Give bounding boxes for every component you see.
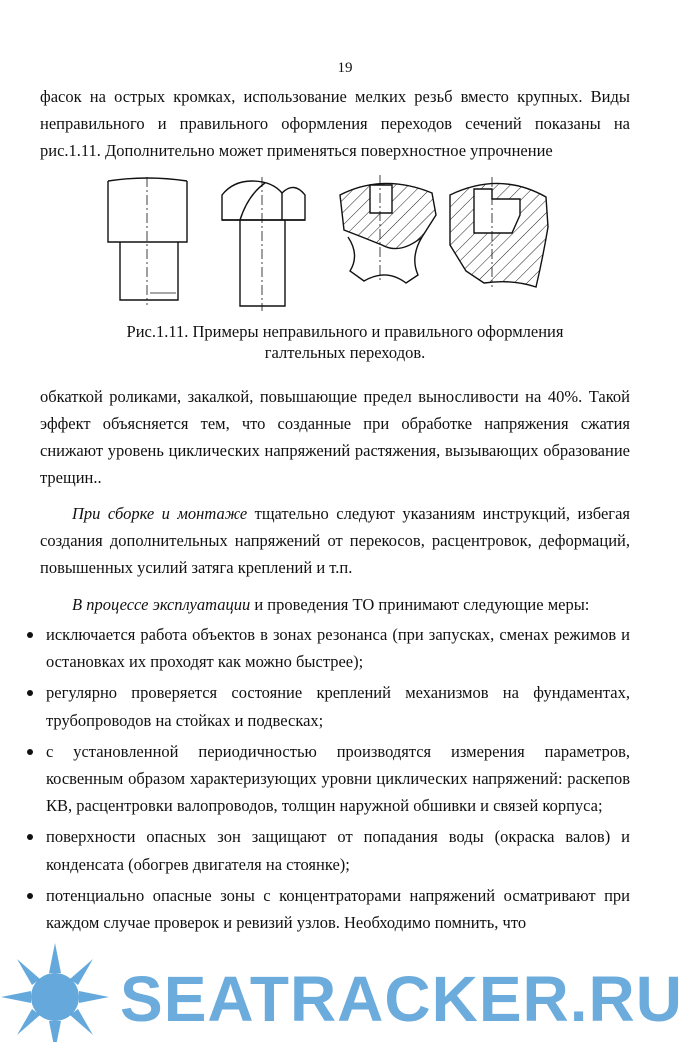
section-correct-drawing xyxy=(450,177,548,287)
list-item xyxy=(24,621,630,675)
operation-text: и проведения ТО принимают следующие меры: xyxy=(250,595,590,614)
caption-line-2: галтельных переходов. xyxy=(264,343,426,362)
figure-caption xyxy=(0,321,690,363)
bullet-icon xyxy=(27,834,33,840)
shaft-sharp-step-drawing xyxy=(108,177,187,305)
bullet-icon xyxy=(27,893,33,899)
measures-list xyxy=(24,621,630,940)
assembly-lead: При сборке и монтаже xyxy=(72,504,248,523)
bolt-head-drawing xyxy=(222,177,305,311)
list-item xyxy=(24,823,630,877)
list-item xyxy=(24,738,630,820)
watermark-text: SEATRACKER.RU xyxy=(120,963,683,1035)
figure-fillet-transitions xyxy=(100,175,550,315)
paragraph-after-figure: обкаткой роликами, закалкой, повышающие предел выносливости на 40%. Такой эффект объясняется тем, что созданные при обработке напряжения сжатия снижают уровень циклических напряжений растяжения, вызывающих образование трещин.. xyxy=(40,387,630,487)
paragraph-assembly xyxy=(40,500,630,581)
bullet-icon xyxy=(27,632,33,638)
operation-lead: В процессе эксплуатации xyxy=(72,595,251,614)
list-item-text: регулярно проверяется состояние креплений механизмов на фундаментах, трубопроводов на стойках и подвесках; xyxy=(46,683,630,730)
list-item-text: с установленной периодичностью производятся измерения параметров, косвенным образом характеризующих уровни циклических напряжений: раскепов КВ, расцентровки валопроводов, толщин наружной обшивки и связей корпуса; xyxy=(46,741,630,816)
caption-line-1: Рис.1.11. Примеры неправильного и правильного оформления xyxy=(126,322,564,341)
assembly-text: тщательно следуют указаниям инструкций, избегая создания дополнительных напряжений от перекосов, расцентровок, деформаций, повышенных усилий затяга креплений и т.п. xyxy=(40,504,630,577)
list-item xyxy=(24,679,630,733)
bullet-icon xyxy=(27,749,33,755)
bullet-icon xyxy=(27,690,33,696)
paragraph-top: фасок на острых кромках, использование мелких резьб вместо крупных. Виды неправильного и правильного оформления переходов сечений показаны на рис.1.11. Дополнительно может применяться поверхностное упрочнение xyxy=(40,87,630,160)
section-with-groove-drawing xyxy=(340,175,436,283)
list-item-text: поверхности опасных зон защищают от попадания воды (окраска валов) и конденсата (обогрев двигателя на стоянке); xyxy=(46,827,630,874)
list-item xyxy=(24,882,630,936)
page-number: 19 xyxy=(337,60,353,76)
list-item-text: потенциально опасные зоны с концентраторами напряжений осматривают при каждом случае проверок и ревизий узлов. Необходимо помнить, что xyxy=(46,885,630,933)
paragraph-operation xyxy=(40,591,630,618)
list-item-text: исключается работа объектов в зонах резонанса (при запусках, сменах режимов и остановках их проходят как можно быстрее); xyxy=(46,625,630,672)
